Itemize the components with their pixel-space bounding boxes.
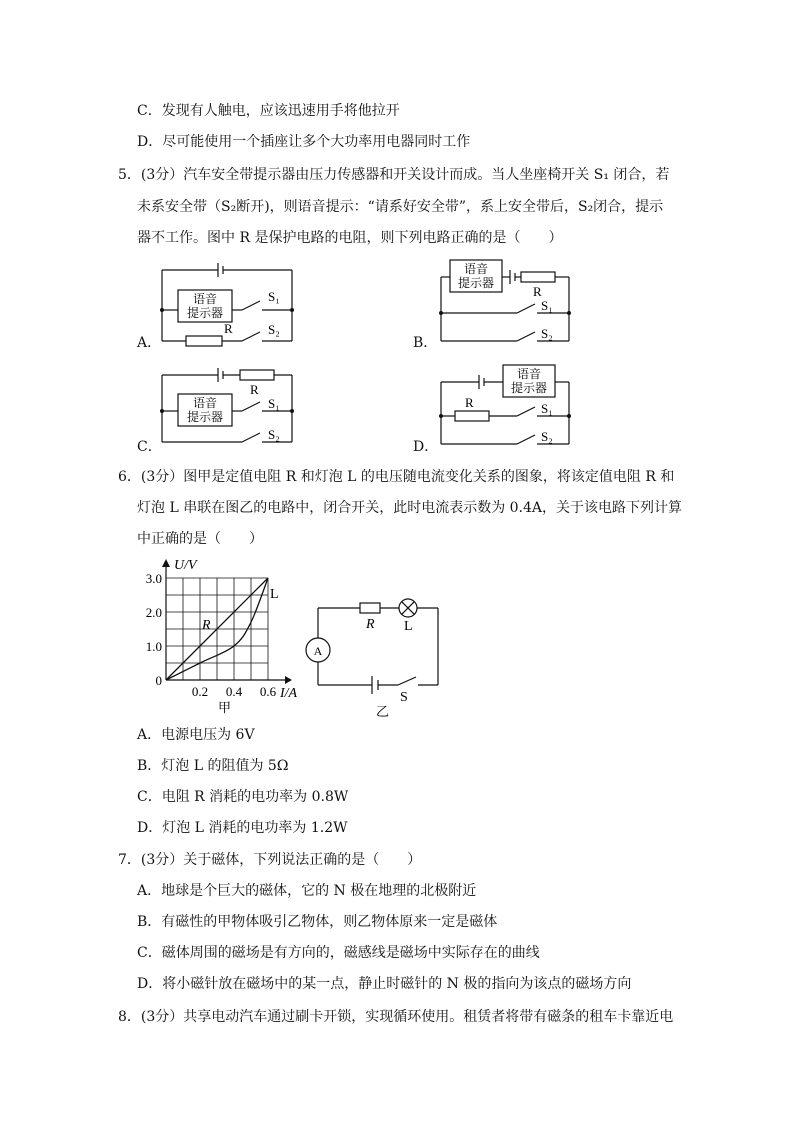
label-s2: S₂	[268, 322, 280, 337]
circuit-a	[150, 255, 310, 355]
q6-option-d: D．灯泡 L 消耗的电功率为 1.2W	[137, 820, 348, 836]
svg-text:R: R	[465, 395, 474, 410]
series-label-l: L	[270, 587, 279, 602]
svg-text:语音: 语音	[516, 367, 542, 381]
svg-text:语音: 语音	[192, 396, 218, 410]
q6-stem-line1: 6．(3分）图甲是定值电阻 R 和灯泡 L 的电压随电流变化关系的图象，将该定值电阻 R 和	[118, 469, 675, 485]
q5-stem-line1: 5．(3分）汽车安全带提示器由压力传感器和开关设计而成。当人坐座椅开关 S₁ 闭合，若	[118, 167, 670, 183]
y-axis-arrow	[162, 559, 170, 567]
caption-jia: 甲	[218, 700, 232, 715]
graph-jia	[140, 555, 300, 720]
q7-option-b: B．有磁性的甲物体吸引乙物体，则乙物体原来一定是磁体	[137, 914, 498, 930]
y-tick-label: 1.0	[145, 639, 162, 654]
y-tick-label: 2.0	[145, 605, 162, 620]
q7-stem: 7．(3分）关于磁体，下列说法正确的是（ ）	[118, 852, 422, 868]
x-axis-arrow	[285, 676, 292, 684]
svg-text:S₁: S₁	[541, 298, 553, 313]
q6-option-a: A．电源电压为 6V	[137, 727, 255, 743]
q7-option-c: C．磁体周围的磁场是有方向的，磁感线是磁场中实际存在的曲线	[137, 945, 540, 961]
svg-text:S₁: S₁	[541, 401, 553, 416]
svg-text:R: R	[533, 284, 542, 299]
q6-option-c: C．电阻 R 消耗的电功率为 0.8W	[137, 789, 349, 805]
svg-text:提示器: 提示器	[510, 381, 548, 395]
svg-text:S₁: S₁	[268, 396, 280, 411]
box-text-2: 提示器	[186, 306, 224, 320]
svg-text:R: R	[250, 382, 259, 397]
s-label: S	[400, 690, 408, 705]
x-tick-label: 0.2	[191, 684, 209, 699]
q5-label-d: D．	[413, 439, 439, 455]
q4-option-d: D．尽可能使用一个插座让多个大功率用电器同时工作	[137, 134, 471, 150]
series-label-r: R	[202, 618, 211, 633]
q6-stem-line3: 中正确的是（ ）	[137, 531, 263, 547]
circuit-yi	[300, 590, 450, 720]
q7-option-a: A．地球是个巨大的磁体，它的 N 极在地理的北极附近	[137, 883, 477, 899]
svg-text:S₂: S₂	[268, 427, 280, 442]
l-label: L	[404, 619, 413, 634]
q4-option-c: C．发现有人触电，应该迅速用手将他拉开	[137, 103, 400, 119]
x-tick-label: 0.4	[225, 684, 243, 699]
box-text-1: 语音	[192, 292, 218, 306]
r-label: R	[366, 617, 375, 632]
y-tick-label: 0	[155, 673, 162, 688]
q7-option-d: D．将小磁针放在磁场中的某一点，静止时磁针的 N 极的指向为该点的磁场方向	[137, 976, 632, 992]
q5-stem-line2: 未系安全带（S₂断开)，则语音提示：“请系好安全带”，系上安全带后，S₂闭合，提示	[137, 199, 664, 215]
q5-label-a: A．	[137, 335, 162, 351]
q5-label-b: B．	[413, 335, 438, 351]
svg-text:语音: 语音	[463, 262, 489, 276]
label-r: R	[224, 321, 233, 336]
x-axis-label: I/A	[280, 686, 298, 701]
caption-yi: 乙	[376, 704, 390, 719]
circuit-b	[435, 255, 585, 355]
y-axis-label: U/V	[174, 558, 197, 573]
resistor-r	[360, 603, 380, 613]
svg-text:S₂: S₂	[541, 429, 553, 444]
q5-stem-line3: 器不工作。图中 R 是保护电路的电阻，则下列电路正确的是（ ）	[137, 230, 563, 246]
circuit-d	[435, 360, 585, 460]
svg-text:提示器: 提示器	[186, 410, 224, 424]
y-tick-label: 3.0	[145, 571, 162, 586]
q5-label-c: C．	[137, 439, 162, 455]
x-tick-label: 0.6	[259, 684, 277, 699]
ammeter-label: A	[313, 644, 323, 658]
svg-text:提示器: 提示器	[457, 276, 495, 290]
circuit-c	[150, 360, 310, 460]
label-s1: S₁	[268, 289, 280, 304]
svg-text:S₂: S₂	[541, 326, 553, 341]
q6-stem-line2: 灯泡 L 串联在图乙的电路中，闭合开关，此时电流表示数为 0.4A，关于该电路下列计算	[137, 500, 683, 516]
q6-option-b: B．灯泡 L 的阻值为 5Ω	[137, 758, 289, 774]
switch-s	[398, 677, 416, 685]
q8-stem: 8．(3分）共享电动汽车通过刷卡开锁，实现循环使用。租赁者将带有磁条的租车卡靠近电	[118, 1009, 674, 1025]
